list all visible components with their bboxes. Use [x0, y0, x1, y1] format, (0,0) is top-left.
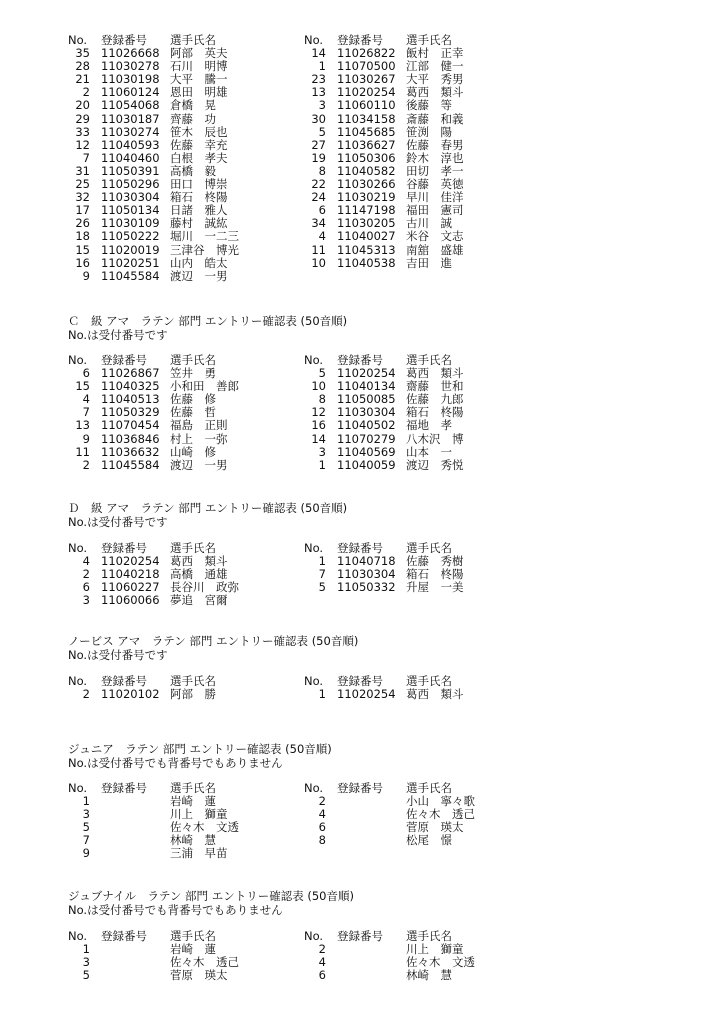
- header-registration-number: 登録番号: [101, 353, 147, 367]
- player-name: 松尾 憬: [406, 833, 452, 848]
- registration-number: 11045584: [101, 457, 160, 472]
- entry-number: 28: [75, 59, 90, 74]
- entry-number: 5: [82, 820, 90, 835]
- registration-number: 11020254: [337, 366, 396, 381]
- header-player-name: 選手氏名: [406, 33, 452, 47]
- player-name: 齊藤 功: [170, 111, 216, 126]
- player-name: 林崎 慧: [406, 968, 452, 983]
- entry-number: 23: [311, 72, 326, 87]
- entry-number: 5: [82, 968, 90, 983]
- entry-number: 7: [318, 567, 326, 582]
- entry-number: 2: [82, 687, 90, 702]
- header-no: No.: [68, 353, 88, 367]
- header-registration-number: 登録番号: [337, 353, 383, 367]
- player-name: 箱石 柊陽: [170, 190, 228, 205]
- registration-number: 11040569: [337, 444, 396, 459]
- entry-number: 7: [82, 150, 90, 165]
- player-name: 佐藤 修: [170, 392, 216, 407]
- registration-number: 11060066: [101, 593, 160, 608]
- header-player-name: 選手氏名: [170, 353, 216, 367]
- registration-number: 11030198: [101, 72, 160, 87]
- registration-number: 11040325: [101, 379, 160, 394]
- section-note: No.は受付番号です: [68, 648, 168, 662]
- player-name: 佐藤 幸充: [170, 137, 228, 152]
- entry-number: 1: [318, 457, 326, 472]
- player-name: 岩崎 蓮: [170, 942, 216, 957]
- section-note: No.は受付番号でも背番号でもありません: [68, 903, 283, 917]
- registration-number: 11026822: [337, 46, 396, 61]
- player-name: 江部 健一: [406, 59, 464, 74]
- section-title: ジュブナイル ラテン 部門 エントリー確認表 (50音順): [68, 889, 354, 903]
- entry-number: 12: [75, 137, 90, 152]
- entry-number: 3: [318, 444, 326, 459]
- entry-number: 7: [82, 405, 90, 420]
- player-name: 田口 博崇: [170, 177, 228, 192]
- player-name: 大平 騰一: [170, 72, 228, 87]
- section-title: ジュニア ラテン 部門 エントリー確認表 (50音順): [68, 742, 332, 756]
- entry-number: 33: [75, 124, 90, 139]
- header-player-name: 選手氏名: [170, 541, 216, 555]
- player-name: 堀川 一二三: [170, 229, 239, 244]
- registration-number: 11030205: [337, 216, 396, 231]
- header-player-name: 選手氏名: [170, 674, 216, 688]
- registration-number: 11050306: [337, 150, 396, 165]
- player-name: 葛西 類斗: [170, 554, 228, 569]
- player-name: 笹渕 陽: [406, 124, 452, 139]
- registration-number: 11070500: [337, 59, 396, 74]
- registration-number: 11030267: [337, 72, 396, 87]
- entry-number: 2: [318, 794, 326, 809]
- header-no: No.: [68, 541, 88, 555]
- player-name: 福地 孝: [406, 418, 452, 433]
- header-registration-number: 登録番号: [101, 541, 147, 555]
- entry-number: 9: [82, 268, 90, 283]
- player-name: 佐藤 秀樹: [406, 554, 464, 569]
- player-name: 山崎 修: [170, 444, 216, 459]
- entry-number: 10: [311, 379, 326, 394]
- registration-number: 11040582: [337, 163, 396, 178]
- header-registration-number: 登録番号: [337, 33, 383, 47]
- player-name: 高橋 通雄: [170, 567, 228, 582]
- entry-number: 15: [75, 379, 90, 394]
- header-player-name: 選手氏名: [406, 929, 452, 943]
- player-name: 福田 憲司: [406, 203, 464, 218]
- header-no: No.: [304, 674, 324, 688]
- registration-number: 11070454: [101, 418, 160, 433]
- entry-number: 29: [75, 111, 90, 126]
- entry-number: 8: [318, 163, 326, 178]
- registration-number: 11030304: [337, 567, 396, 582]
- entry-number: 16: [75, 255, 90, 270]
- player-name: 鈴木 淳也: [406, 150, 464, 165]
- player-name: 斎藤 和義: [406, 111, 464, 126]
- header-player-name: 選手氏名: [406, 541, 452, 555]
- entry-number: 6: [82, 366, 90, 381]
- registration-number: 11030187: [101, 111, 160, 126]
- registration-number: 11020251: [101, 255, 160, 270]
- player-name: 長谷川 政弥: [170, 580, 239, 595]
- registration-number: 11060227: [101, 580, 160, 595]
- player-name: 八木沢 博: [406, 431, 464, 446]
- player-name: 早川 佳洋: [406, 190, 464, 205]
- registration-number: 11030278: [101, 59, 160, 74]
- header-no: No.: [304, 353, 324, 367]
- entry-number: 2: [82, 567, 90, 582]
- entry-number: 8: [318, 392, 326, 407]
- player-name: 川上 獅童: [406, 942, 464, 957]
- entry-number: 6: [318, 203, 326, 218]
- entry-number: 4: [82, 554, 90, 569]
- player-name: 川上 獅童: [170, 807, 228, 822]
- entry-number: 1: [318, 687, 326, 702]
- player-name: 阿部 勝: [170, 687, 216, 702]
- header-registration-number: 登録番号: [337, 541, 383, 555]
- player-name: 高橋 毅: [170, 163, 216, 178]
- registration-number: 11050296: [101, 177, 160, 192]
- player-name: 菅原 瑛太: [406, 820, 464, 835]
- header-player-name: 選手氏名: [170, 781, 216, 795]
- registration-number: 11050134: [101, 203, 160, 218]
- player-name: 佐々木 透己: [406, 807, 475, 822]
- registration-number: 11030219: [337, 190, 396, 205]
- player-name: 齋藤 世和: [406, 379, 464, 394]
- player-name: 岩崎 蓮: [170, 794, 216, 809]
- entry-number: 6: [318, 968, 326, 983]
- section-note: No.は受付番号です: [68, 515, 168, 529]
- header-no: No.: [304, 541, 324, 555]
- entry-number: 30: [311, 111, 326, 126]
- registration-number: 11020102: [101, 687, 160, 702]
- header-player-name: 選手氏名: [170, 929, 216, 943]
- entry-number: 3: [82, 807, 90, 822]
- registration-number: 11030274: [101, 124, 160, 139]
- player-name: 石川 明博: [170, 59, 228, 74]
- player-name: 葛西 類斗: [406, 85, 464, 100]
- section-title: Ｃ 級 アマ ラテン 部門 エントリー確認表 (50音順): [68, 314, 348, 328]
- header-player-name: 選手氏名: [406, 353, 452, 367]
- registration-number: 11040027: [337, 229, 396, 244]
- entry-number: 5: [318, 366, 326, 381]
- player-name: 箱石 柊陽: [406, 405, 464, 420]
- header-player-name: 選手氏名: [406, 674, 452, 688]
- registration-number: 11036627: [337, 137, 396, 152]
- entry-number: 15: [75, 242, 90, 257]
- entry-number: 24: [311, 190, 326, 205]
- entry-number: 5: [318, 580, 326, 595]
- registration-number: 11045685: [337, 124, 396, 139]
- player-name: 山内 皓太: [170, 255, 228, 270]
- registration-number: 11050332: [337, 580, 396, 595]
- entry-number: 5: [318, 124, 326, 139]
- player-name: 佐藤 哲: [170, 405, 216, 420]
- registration-number: 11026867: [101, 366, 160, 381]
- registration-number: 11050222: [101, 229, 160, 244]
- player-name: 飯村 正幸: [406, 46, 464, 61]
- registration-number: 11045584: [101, 268, 160, 283]
- registration-number: 11030304: [337, 405, 396, 420]
- registration-number: 11020254: [337, 687, 396, 702]
- entry-number: 14: [311, 431, 326, 446]
- player-name: 渡辺 秀悦: [406, 457, 464, 472]
- player-name: 葛西 類斗: [406, 366, 464, 381]
- player-name: 箱石 柊陽: [406, 567, 464, 582]
- entry-number: 11: [75, 444, 90, 459]
- player-name: 大平 秀男: [406, 72, 464, 87]
- registration-number: 11070279: [337, 431, 396, 446]
- header-no: No.: [68, 33, 88, 47]
- player-name: 笠井 勇: [170, 366, 216, 381]
- registration-number: 11050391: [101, 163, 160, 178]
- registration-number: 11040718: [337, 554, 396, 569]
- player-name: 三浦 早苗: [170, 846, 228, 861]
- player-name: 倉橋 晃: [170, 98, 216, 113]
- entry-number: 2: [82, 85, 90, 100]
- registration-number: 11050329: [101, 405, 160, 420]
- player-name: 日諸 雅人: [170, 203, 228, 218]
- player-name: 小山 寧々歌: [406, 794, 475, 809]
- registration-number: 11030109: [101, 216, 160, 231]
- entry-number: 16: [311, 418, 326, 433]
- entry-number: 26: [75, 216, 90, 231]
- registration-number: 11030266: [337, 177, 396, 192]
- player-name: 笹木 辰也: [170, 124, 228, 139]
- entry-number: 13: [311, 85, 326, 100]
- entry-number: 6: [318, 820, 326, 835]
- registration-number: 11020019: [101, 242, 160, 257]
- entry-number: 25: [75, 177, 90, 192]
- entry-number: 19: [311, 150, 326, 165]
- entry-number: 4: [318, 955, 326, 970]
- registration-number: 11030304: [101, 190, 160, 205]
- registration-number: 11060124: [101, 85, 160, 100]
- player-name: 谷藤 英徳: [406, 177, 464, 192]
- player-name: 菅原 瑛太: [170, 968, 228, 983]
- player-name: 藤村 誠紘: [170, 216, 228, 231]
- header-no: No.: [68, 781, 88, 795]
- entry-number: 9: [82, 431, 90, 446]
- header-no: No.: [68, 674, 88, 688]
- registration-number: 11036632: [101, 444, 160, 459]
- player-name: 古川 誠: [406, 216, 452, 231]
- entry-number: 31: [75, 163, 90, 178]
- section-note: No.は受付番号です: [68, 328, 168, 342]
- section-title: ノービス アマ ラテン 部門 エントリー確認表 (50音順): [68, 634, 359, 648]
- entry-number: 4: [318, 229, 326, 244]
- player-name: 吉田 進: [406, 255, 452, 270]
- header-no: No.: [304, 929, 324, 943]
- header-registration-number: 登録番号: [101, 781, 147, 795]
- header-registration-number: 登録番号: [337, 674, 383, 688]
- entry-number: 4: [318, 807, 326, 822]
- player-name: 恩田 明雄: [170, 85, 228, 100]
- player-name: 佐々木 文透: [406, 955, 475, 970]
- entry-number: 11: [311, 242, 326, 257]
- registration-number: 11054068: [101, 98, 160, 113]
- entry-number: 13: [75, 418, 90, 433]
- entry-number: 2: [318, 942, 326, 957]
- section-title: Ｄ 級 アマ ラテン 部門 エントリー確認表 (50音順): [68, 501, 348, 515]
- player-name: 田切 孝一: [406, 163, 464, 178]
- registration-number: 11020254: [337, 85, 396, 100]
- header-registration-number: 登録番号: [101, 674, 147, 688]
- registration-number: 11040538: [337, 255, 396, 270]
- registration-number: 11040593: [101, 137, 160, 152]
- header-registration-number: 登録番号: [101, 929, 147, 943]
- player-name: 升屋 一美: [406, 580, 464, 595]
- header-no: No.: [304, 781, 324, 795]
- player-name: 佐藤 春男: [406, 137, 464, 152]
- player-name: 阿部 英夫: [170, 46, 228, 61]
- entry-number: 12: [311, 405, 326, 420]
- entry-number: 2: [82, 457, 90, 472]
- player-name: 福島 正則: [170, 418, 228, 433]
- registration-number: 11147198: [337, 203, 396, 218]
- header-no: No.: [68, 929, 88, 943]
- player-name: 夢追 宮爾: [170, 593, 228, 608]
- player-name: 林崎 慧: [170, 833, 216, 848]
- header-registration-number: 登録番号: [101, 33, 147, 47]
- entry-number: 27: [311, 137, 326, 152]
- header-registration-number: 登録番号: [337, 781, 383, 795]
- registration-number: 11040513: [101, 392, 160, 407]
- player-name: 米谷 文志: [406, 229, 464, 244]
- entry-number: 1: [318, 554, 326, 569]
- entry-number: 3: [318, 98, 326, 113]
- registration-number: 11050085: [337, 392, 396, 407]
- entry-number: 1: [318, 59, 326, 74]
- registration-number: 11034158: [337, 111, 396, 126]
- player-name: 南舘 盛雄: [406, 242, 464, 257]
- registration-number: 11036846: [101, 431, 160, 446]
- player-name: 佐々木 文透: [170, 820, 239, 835]
- player-name: 白根 孝夫: [170, 150, 228, 165]
- entry-number: 21: [75, 72, 90, 87]
- player-name: 小和田 善郎: [170, 379, 239, 394]
- header-player-name: 選手氏名: [406, 781, 452, 795]
- header-no: No.: [304, 33, 324, 47]
- player-name: 葛西 類斗: [406, 687, 464, 702]
- section-note: No.は受付番号でも背番号でもありません: [68, 756, 283, 770]
- entry-number: 32: [75, 190, 90, 205]
- entry-number: 20: [75, 98, 90, 113]
- entry-number: 3: [82, 955, 90, 970]
- player-name: 三津谷 博光: [170, 242, 239, 257]
- registration-number: 11040059: [337, 457, 396, 472]
- player-name: 佐藤 九郎: [406, 392, 464, 407]
- player-name: 山本 一: [406, 444, 452, 459]
- entry-number: 8: [318, 833, 326, 848]
- player-name: 渡辺 一男: [170, 457, 228, 472]
- player-name: 後藤 等: [406, 98, 452, 113]
- registration-number: 11040502: [337, 418, 396, 433]
- registration-number: 11020254: [101, 554, 160, 569]
- entry-number: 35: [75, 46, 90, 61]
- entry-number: 7: [82, 833, 90, 848]
- player-name: 渡辺 一男: [170, 268, 228, 283]
- entry-number: 34: [311, 216, 326, 231]
- registration-number: 11026668: [101, 46, 160, 61]
- entry-number: 1: [82, 794, 90, 809]
- registration-number: 11040218: [101, 567, 160, 582]
- registration-number: 11060110: [337, 98, 396, 113]
- entry-number: 1: [82, 942, 90, 957]
- entry-number: 6: [82, 580, 90, 595]
- entry-number: 9: [82, 846, 90, 861]
- registration-number: 11040134: [337, 379, 396, 394]
- entry-number: 14: [311, 46, 326, 61]
- header-registration-number: 登録番号: [337, 929, 383, 943]
- entry-number: 18: [75, 229, 90, 244]
- player-name: 村上 一弥: [170, 431, 228, 446]
- entry-number: 4: [82, 392, 90, 407]
- entry-number: 3: [82, 593, 90, 608]
- entry-number: 22: [311, 177, 326, 192]
- entry-number: 10: [311, 255, 326, 270]
- registration-number: 11040460: [101, 150, 160, 165]
- registration-number: 11045313: [337, 242, 396, 257]
- header-player-name: 選手氏名: [170, 33, 216, 47]
- entry-number: 17: [75, 203, 90, 218]
- player-name: 佐々木 透己: [170, 955, 239, 970]
